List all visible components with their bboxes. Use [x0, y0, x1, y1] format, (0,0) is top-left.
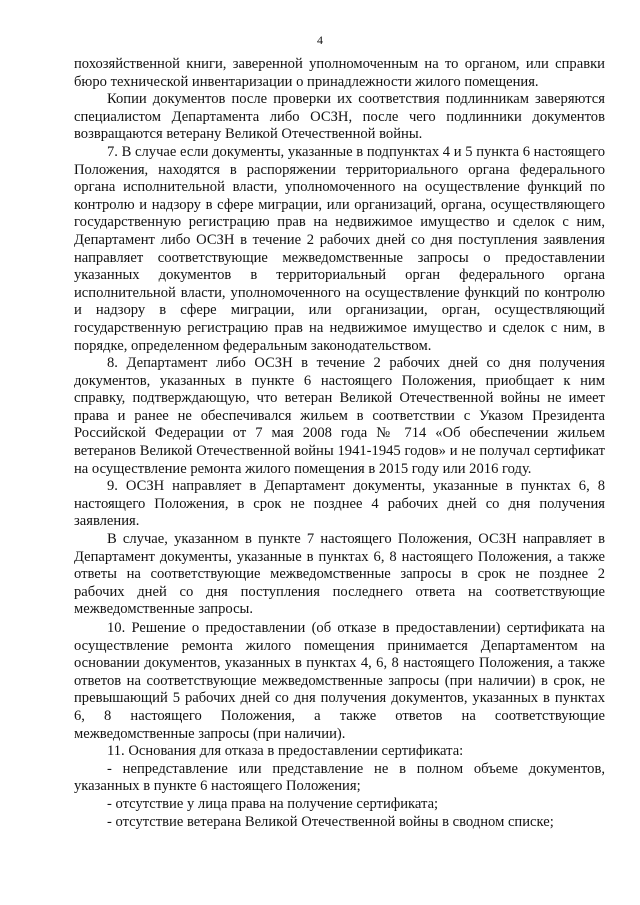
page-number: 4 [317, 33, 323, 47]
paragraph-continuation: похозяйственной книги, заверенной уполномоченным на то органом, или справки бюро технической инвентаризации о принадлежности жилого помещения. [74, 56, 605, 90]
paragraph-item-8: 8. Департамент либо ОСЗН в течение 2 рабочих дней со дня получения документов, указанных в пункте 6 настоящего Положения, приобщает к ним справку, подтверждающую, что ветеран Великой Отечественной войны не имеет права и ранее не обеспечивался жильем в соответствии с Указом Президента Российской Федерации от 7 мая 2008 года № 714 «Об обеспечении жильем ветеранов Великой Отечественной войны 1941-1945 годов» и не получал сертификат на осуществление ремонта жилого помещения в 2015 году или 2016 году. [74, 355, 605, 477]
list-item-refusal-2: - отсутствие у лица права на получение сертификата; [107, 795, 439, 812]
paragraph-item-10: 10. Решение о предоставлении (об отказе в предоставлении) сертификата на осуществление ремонта жилого помещения принимается Департаментом на основании документов, указанных в пунктах 4, 6, 8 настоящего Положения, а также ответов на соответствующие межведомственные запросы (при наличии) в срок, не превышающий 5 рабочих дней со дня получения документов, указанных в пунктах 6, 8 настоящего Положения, а также ответов на соответствующие межведомственные запросы (при наличии). [74, 620, 605, 742]
paragraph-item-11: 11. Основания для отказа в предоставлении сертификата: [107, 743, 464, 760]
paragraph-item-9: 9. ОСЗН направляет в Департамент документы, указанные в пунктах 6, 8 настоящего Положения, в срок не позднее 4 рабочих дней со дня получения заявления. [74, 478, 605, 530]
document-body [74, 56, 605, 831]
paragraph-copies: Копии документов после проверки их соответствия подлинникам заверяются специалистом Департамента либо ОСЗН, после чего подлинники документов возвращаются ветерану Великой Отечественной войны. [74, 91, 605, 143]
list-item-refusal-3: - отсутствие ветерана Великой Отечественной войны в сводном списке; [107, 813, 554, 830]
paragraph-item-7: 7. В случае если документы, указанные в подпунктах 4 и 5 пункта 6 настоящего Положения, находятся в распоряжении территориального органа федерального органа исполнительной власти, уполномоченного на осуществление функций по контролю и надзору в сфере миграции, или организаций, органа, осуществляющего государственную регистрацию прав на недвижимое имущество и сделок с ним, Департамент либо ОСЗН в течение 2 рабочих дней со дня поступления заявления направляет соответствующие межведомственные запросы о предоставлении указанных документов в территориальный орган федерального органа исполнительной власти, уполномоченного на осуществление функций по контролю и надзору в сфере миграции, или организации, орган, осуществляющий государственную регистрацию прав на недвижимое имущество и сделок с ним, в порядке, определенном федеральным законодательством. [74, 143, 605, 354]
list-item-refusal-1: - непредставление или представление не в полном объеме документов, указанных в пункте 6 настоящего Положения; [74, 760, 605, 795]
paragraph-item-9-case: В случае, указанном в пункте 7 настоящего Положения, ОСЗН направляет в Департамент документы, указанные в пунктах 6, 8 настоящего Положения, а также ответы на соответствующие межведомственные запросы в срок не позднее 2 рабочих дней со дня поступления последнего ответа на соответствующие межведомственные запросы. [74, 531, 605, 618]
